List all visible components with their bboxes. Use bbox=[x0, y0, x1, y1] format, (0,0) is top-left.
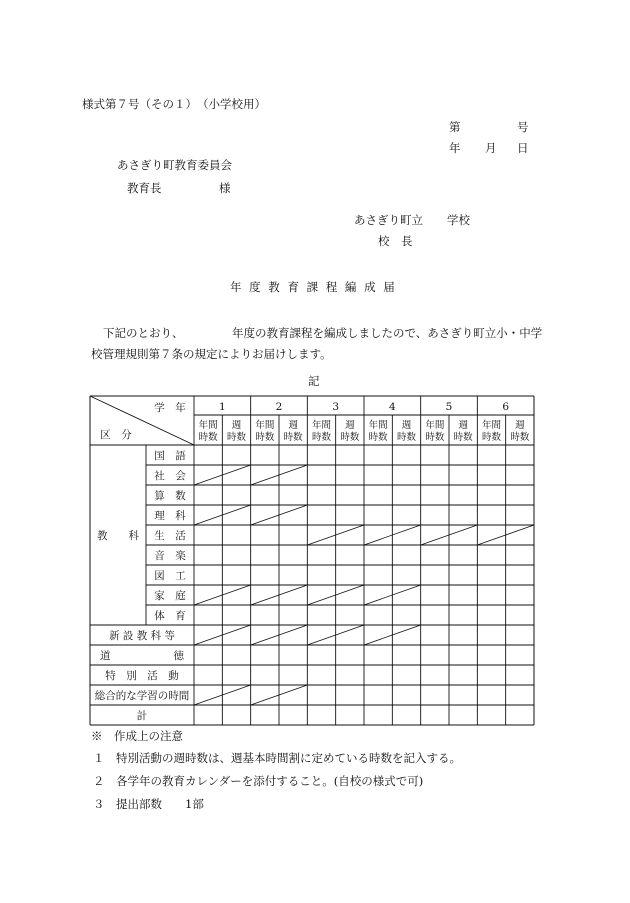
note-item-2: ２ 各学年の教育カレンダーを添付すること。(自校の様式で可) bbox=[93, 774, 424, 788]
sub-weekly-top: 週 bbox=[515, 420, 525, 431]
subject-group-label: 教 科 bbox=[97, 530, 139, 542]
subject-label: 体 育 bbox=[154, 610, 186, 622]
grade-number-5: 5 bbox=[445, 401, 453, 413]
sub-annual-bottom: 時数 bbox=[425, 432, 445, 443]
grade-number-3: 3 bbox=[332, 401, 340, 413]
grade-number-4: 4 bbox=[388, 401, 396, 413]
sub-weekly-bottom: 時数 bbox=[340, 432, 360, 443]
date-year-label: 年 bbox=[449, 141, 461, 155]
subject-label: 理 科 bbox=[154, 510, 186, 522]
header-category-label: 区 分 bbox=[100, 429, 132, 441]
date-month-label: 月 bbox=[485, 141, 497, 155]
sub-annual-top: 年間 bbox=[198, 420, 218, 431]
note-item-1: １ 特別活動の週時数は、週基本時間割に定めている時数を記入する。 bbox=[93, 751, 461, 765]
row-label: 道 徳 bbox=[100, 650, 184, 662]
sub-annual-top: 年間 bbox=[425, 420, 445, 431]
document-number-suffix: 号 bbox=[517, 120, 529, 134]
body-line1-b: 年度の教育課程を編成しましたので、あさぎり町立小・中学 bbox=[232, 326, 543, 340]
subject-label: 算 数 bbox=[154, 490, 186, 502]
subject-label: 家 庭 bbox=[154, 590, 186, 602]
sub-weekly-top: 週 bbox=[401, 420, 412, 431]
row-label: 計 bbox=[136, 710, 148, 722]
subject-label: 図 工 bbox=[154, 570, 186, 582]
addressee-honorific: 様 bbox=[219, 181, 231, 195]
subject-label: 社 会 bbox=[154, 470, 186, 482]
body-line2: 校管理規則第７条の規定によりお届けします。 bbox=[91, 347, 332, 361]
sub-annual-bottom: 時数 bbox=[368, 432, 388, 443]
grade-number-2: 2 bbox=[275, 401, 283, 413]
sub-weekly-top: 週 bbox=[345, 420, 355, 431]
row-label: 新 設 教 科 等 bbox=[109, 630, 175, 642]
sub-annual-top: 年間 bbox=[255, 420, 275, 431]
row-label: 特 別 活 動 bbox=[105, 670, 179, 682]
sub-weekly-top: 週 bbox=[458, 420, 468, 431]
sub-weekly-bottom: 時数 bbox=[453, 432, 473, 443]
sub-weekly-top: 週 bbox=[231, 420, 242, 431]
date-day-label: 日 bbox=[517, 141, 529, 155]
subject-label: 国 語 bbox=[154, 450, 186, 462]
sender-school-prefix: あさぎり町立 bbox=[354, 213, 423, 227]
sub-annual-bottom: 時数 bbox=[311, 432, 332, 443]
note-item-3: ３ 提出部数 1部 bbox=[93, 797, 204, 811]
sub-annual-top: 年間 bbox=[481, 420, 502, 431]
document-title: 年 度 教 育 課 程 編 成 届 bbox=[230, 280, 397, 294]
grade-number-1: 1 bbox=[218, 401, 226, 413]
sub-weekly-bottom: 時数 bbox=[396, 432, 417, 443]
header-grade-label: 学 年 bbox=[154, 402, 186, 414]
sub-weekly-top: 週 bbox=[288, 420, 298, 431]
sub-weekly-bottom: 時数 bbox=[226, 432, 247, 443]
sub-annual-top: 年間 bbox=[311, 420, 332, 431]
addressee-title: 教育長 bbox=[127, 181, 162, 195]
grade-number-6: 6 bbox=[502, 401, 510, 413]
subject-label: 生 活 bbox=[154, 530, 186, 542]
addressee-organization: あさぎり町教育委員会 bbox=[117, 158, 232, 172]
body-line1-a: 下記のとおり、 bbox=[103, 326, 184, 340]
row-label: 総合的な学習の時間 bbox=[94, 690, 190, 702]
sub-annual-top: 年間 bbox=[368, 420, 388, 431]
sender-principal: 校 長 bbox=[378, 234, 413, 248]
sub-annual-bottom: 時数 bbox=[198, 432, 218, 443]
document-number-prefix: 第 bbox=[449, 120, 461, 134]
sub-weekly-bottom: 時数 bbox=[283, 432, 303, 443]
notes-heading: ※ 作成上の注意 bbox=[91, 729, 183, 743]
ki-heading: 記 bbox=[308, 374, 320, 388]
sender-school-suffix: 学校 bbox=[447, 213, 470, 227]
subject-label: 音 楽 bbox=[154, 550, 186, 562]
form-number: 様式第７号（その１） （小学校用） bbox=[82, 97, 266, 111]
sub-annual-bottom: 時数 bbox=[255, 432, 275, 443]
sub-annual-bottom: 時数 bbox=[481, 432, 502, 443]
sub-weekly-bottom: 時数 bbox=[510, 432, 530, 443]
